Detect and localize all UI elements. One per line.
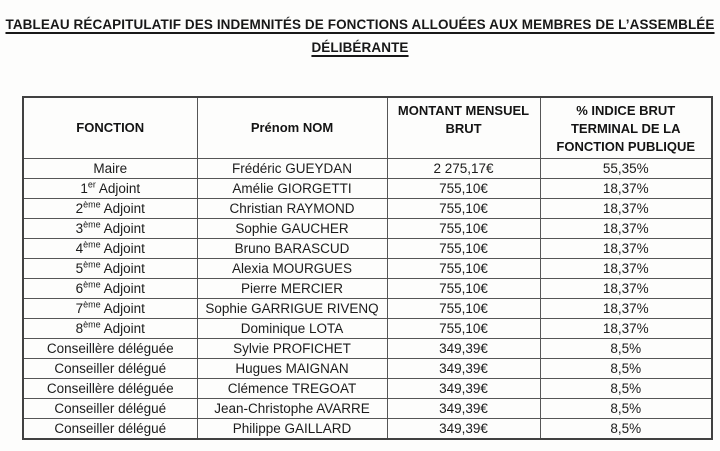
fonction-sup: ème: [83, 199, 101, 210]
percent-cell: 8,5%: [540, 419, 712, 440]
table-row: [23, 179, 712, 199]
fonction-base: Conseillère déléguée: [46, 381, 174, 396]
fonction-sup: er: [87, 179, 96, 190]
percent-cell: 18,37%: [540, 199, 712, 219]
amount-cell: 349,39€: [387, 419, 540, 440]
table-row: [23, 159, 712, 179]
fonction-rest: Adjoint: [100, 301, 145, 316]
table-row: [23, 199, 712, 219]
table-row: [23, 379, 712, 399]
name-cell: Dominique LOTA: [197, 319, 387, 339]
fonction-sup: ème: [83, 279, 101, 290]
name-cell: Christian RAYMOND: [197, 199, 387, 219]
fonction-sup: ème: [83, 239, 101, 250]
amount-cell: 349,39€: [387, 379, 540, 399]
fonction-rest: Adjoint: [100, 321, 145, 336]
percent-cell: 18,37%: [540, 319, 712, 339]
fonction-base: Conseiller délégué: [54, 361, 167, 376]
amount-cell: 755,10€: [387, 179, 540, 199]
fonction-base: 3: [75, 221, 84, 236]
table-row: [23, 419, 712, 440]
fonction-base: 1: [80, 181, 88, 196]
percent-cell: 8,5%: [540, 359, 712, 379]
fonction-cell: [23, 319, 197, 339]
fonction-cell: [23, 379, 197, 399]
amount-cell: 755,10€: [387, 319, 540, 339]
percent-cell: 18,37%: [540, 239, 712, 259]
table-row: [23, 359, 712, 379]
table-row: [23, 279, 712, 299]
indemnity-table: [22, 96, 713, 440]
table-row: [23, 259, 712, 279]
fonction-base: 5: [75, 261, 84, 276]
fonction-cell: [23, 299, 197, 319]
name-cell: Amélie GIORGETTI: [197, 179, 387, 199]
percent-cell: 18,37%: [540, 279, 712, 299]
fonction-base: 6: [75, 281, 84, 296]
fonction-base: 4: [75, 241, 84, 256]
amount-cell: 755,10€: [387, 199, 540, 219]
percent-cell: 18,37%: [540, 179, 712, 199]
name-cell: Jean-Christophe AVARRE: [197, 399, 387, 419]
name-cell: Frédéric GUEYDAN: [197, 159, 387, 179]
fonction-base: 8: [75, 321, 84, 336]
fonction-base: Conseiller délégué: [54, 401, 167, 416]
table-row: [23, 339, 712, 359]
table-row: [23, 219, 712, 239]
name-cell: Hugues MAIGNAN: [197, 359, 387, 379]
name-cell: Philippe GAILLARD: [197, 419, 387, 440]
table-body: [23, 159, 712, 440]
fonction-cell: [23, 279, 197, 299]
amount-cell: 755,10€: [387, 279, 540, 299]
fonction-base: Conseillère déléguée: [46, 341, 174, 356]
name-cell: Alexia MOURGUES: [197, 259, 387, 279]
fonction-rest: Adjoint: [100, 201, 145, 216]
amount-cell: 2 275,17€: [387, 159, 540, 179]
percent-cell: 8,5%: [540, 339, 712, 359]
amount-cell: 349,39€: [387, 339, 540, 359]
amount-cell: 349,39€: [387, 399, 540, 419]
amount-cell: 755,10€: [387, 239, 540, 259]
fonction-cell: [23, 239, 197, 259]
table-row: [23, 319, 712, 339]
table-header-row: [23, 97, 712, 159]
fonction-cell: [23, 339, 197, 359]
table-row: [23, 239, 712, 259]
fonction-sup: ème: [83, 219, 101, 230]
percent-cell: 18,37%: [540, 259, 712, 279]
fonction-sup: ème: [83, 319, 101, 330]
percent-cell: 8,5%: [540, 379, 712, 399]
header-fonction: FONCTION: [23, 97, 197, 159]
header-prenom-nom: Prénom NOM: [197, 97, 387, 159]
name-cell: Bruno BARASCUD: [197, 239, 387, 259]
table-row: [23, 299, 712, 319]
document-title-line2: DÉLIBÉRANTE: [311, 40, 409, 55]
name-cell: Sylvie PROFICHET: [197, 339, 387, 359]
name-cell: Pierre MERCIER: [197, 279, 387, 299]
fonction-base: 7: [75, 301, 84, 316]
name-cell: Clémence TREGOAT: [197, 379, 387, 399]
fonction-cell: [23, 419, 197, 440]
document-title: [0, 13, 720, 59]
fonction-cell: [23, 159, 197, 179]
fonction-base: Maire: [93, 161, 128, 176]
fonction-rest: Adjoint: [100, 241, 145, 256]
fonction-sup: ème: [83, 259, 101, 270]
amount-cell: 349,39€: [387, 359, 540, 379]
header-indice-brut-terminal: % INDICE BRUT TERMINAL DE LA FONCTION PUBLIQUE: [540, 97, 712, 159]
fonction-rest: Adjoint: [95, 181, 141, 196]
fonction-rest: Adjoint: [100, 281, 145, 296]
fonction-base: Conseiller délégué: [54, 421, 167, 436]
percent-cell: 18,37%: [540, 219, 712, 239]
amount-cell: 755,10€: [387, 259, 540, 279]
percent-cell: 55,35%: [540, 159, 712, 179]
fonction-cell: [23, 359, 197, 379]
name-cell: Sophie GARRIGUE RIVENQ: [197, 299, 387, 319]
fonction-sup: ème: [83, 299, 101, 310]
fonction-cell: [23, 199, 197, 219]
fonction-rest: Adjoint: [100, 221, 145, 236]
name-cell: Sophie GAUCHER: [197, 219, 387, 239]
fonction-cell: [23, 399, 197, 419]
percent-cell: 8,5%: [540, 399, 712, 419]
header-montant-mensuel-brut: MONTANT MENSUEL BRUT: [387, 97, 540, 159]
fonction-cell: [23, 259, 197, 279]
fonction-cell: [23, 179, 197, 199]
percent-cell: 18,37%: [540, 299, 712, 319]
fonction-rest: Adjoint: [100, 261, 145, 276]
table-row: [23, 399, 712, 419]
amount-cell: 755,10€: [387, 219, 540, 239]
amount-cell: 755,10€: [387, 299, 540, 319]
fonction-cell: [23, 219, 197, 239]
fonction-base: 2: [75, 201, 84, 216]
document-title-line1: TABLEAU RÉCAPITULATIF DES INDEMNITÉS DE FONCTIONS ALLOUÉES AUX MEMBRES DE L’ASSEMBLÉE: [5, 17, 715, 32]
